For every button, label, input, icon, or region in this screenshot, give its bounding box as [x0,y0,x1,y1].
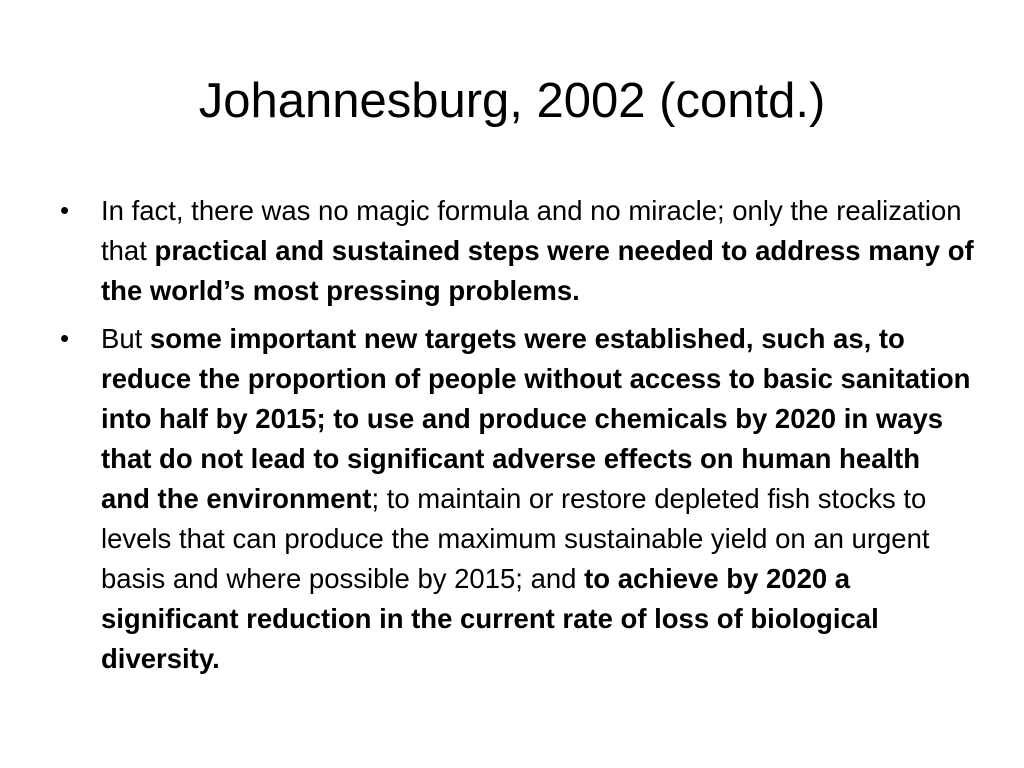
bullet-marker: • [60,195,70,225]
bullet-marker: • [60,323,70,353]
bullet-text-bold-segment: to achieve by 2020 a significant reduction in the current rate of loss of biological diversity. [101,563,879,674]
bullet-text [101,323,970,674]
bullet-text [101,195,974,306]
bullet-text-segment: In fact, there was no magic formula and no miracle; only the realization that [101,195,962,266]
bullet-text-segment: ; to maintain or restore depleted fish stocks to levels that can produce the maximum sustainable yield on an urgent basis and where possible by 2015; and [101,483,930,594]
slide-title: Johannesburg, 2002 (contd.) [198,74,826,128]
bullet-text-segment: But [101,323,150,354]
bullet-item [54,191,974,311]
bullet-item [54,319,974,679]
bullet-text-bold-segment: practical and sustained steps were needed to address many of the world’s most pressing problems. [101,235,974,306]
bullet-text-bold-segment: some important new targets were established, such as, to reduce the proportion of people without access to basic sanitation into half by 2015; to use and produce chemicals by 2020 in ways that do not lead to significant adverse effects on human health and the environment [101,323,971,514]
bullet-list [54,191,974,687]
